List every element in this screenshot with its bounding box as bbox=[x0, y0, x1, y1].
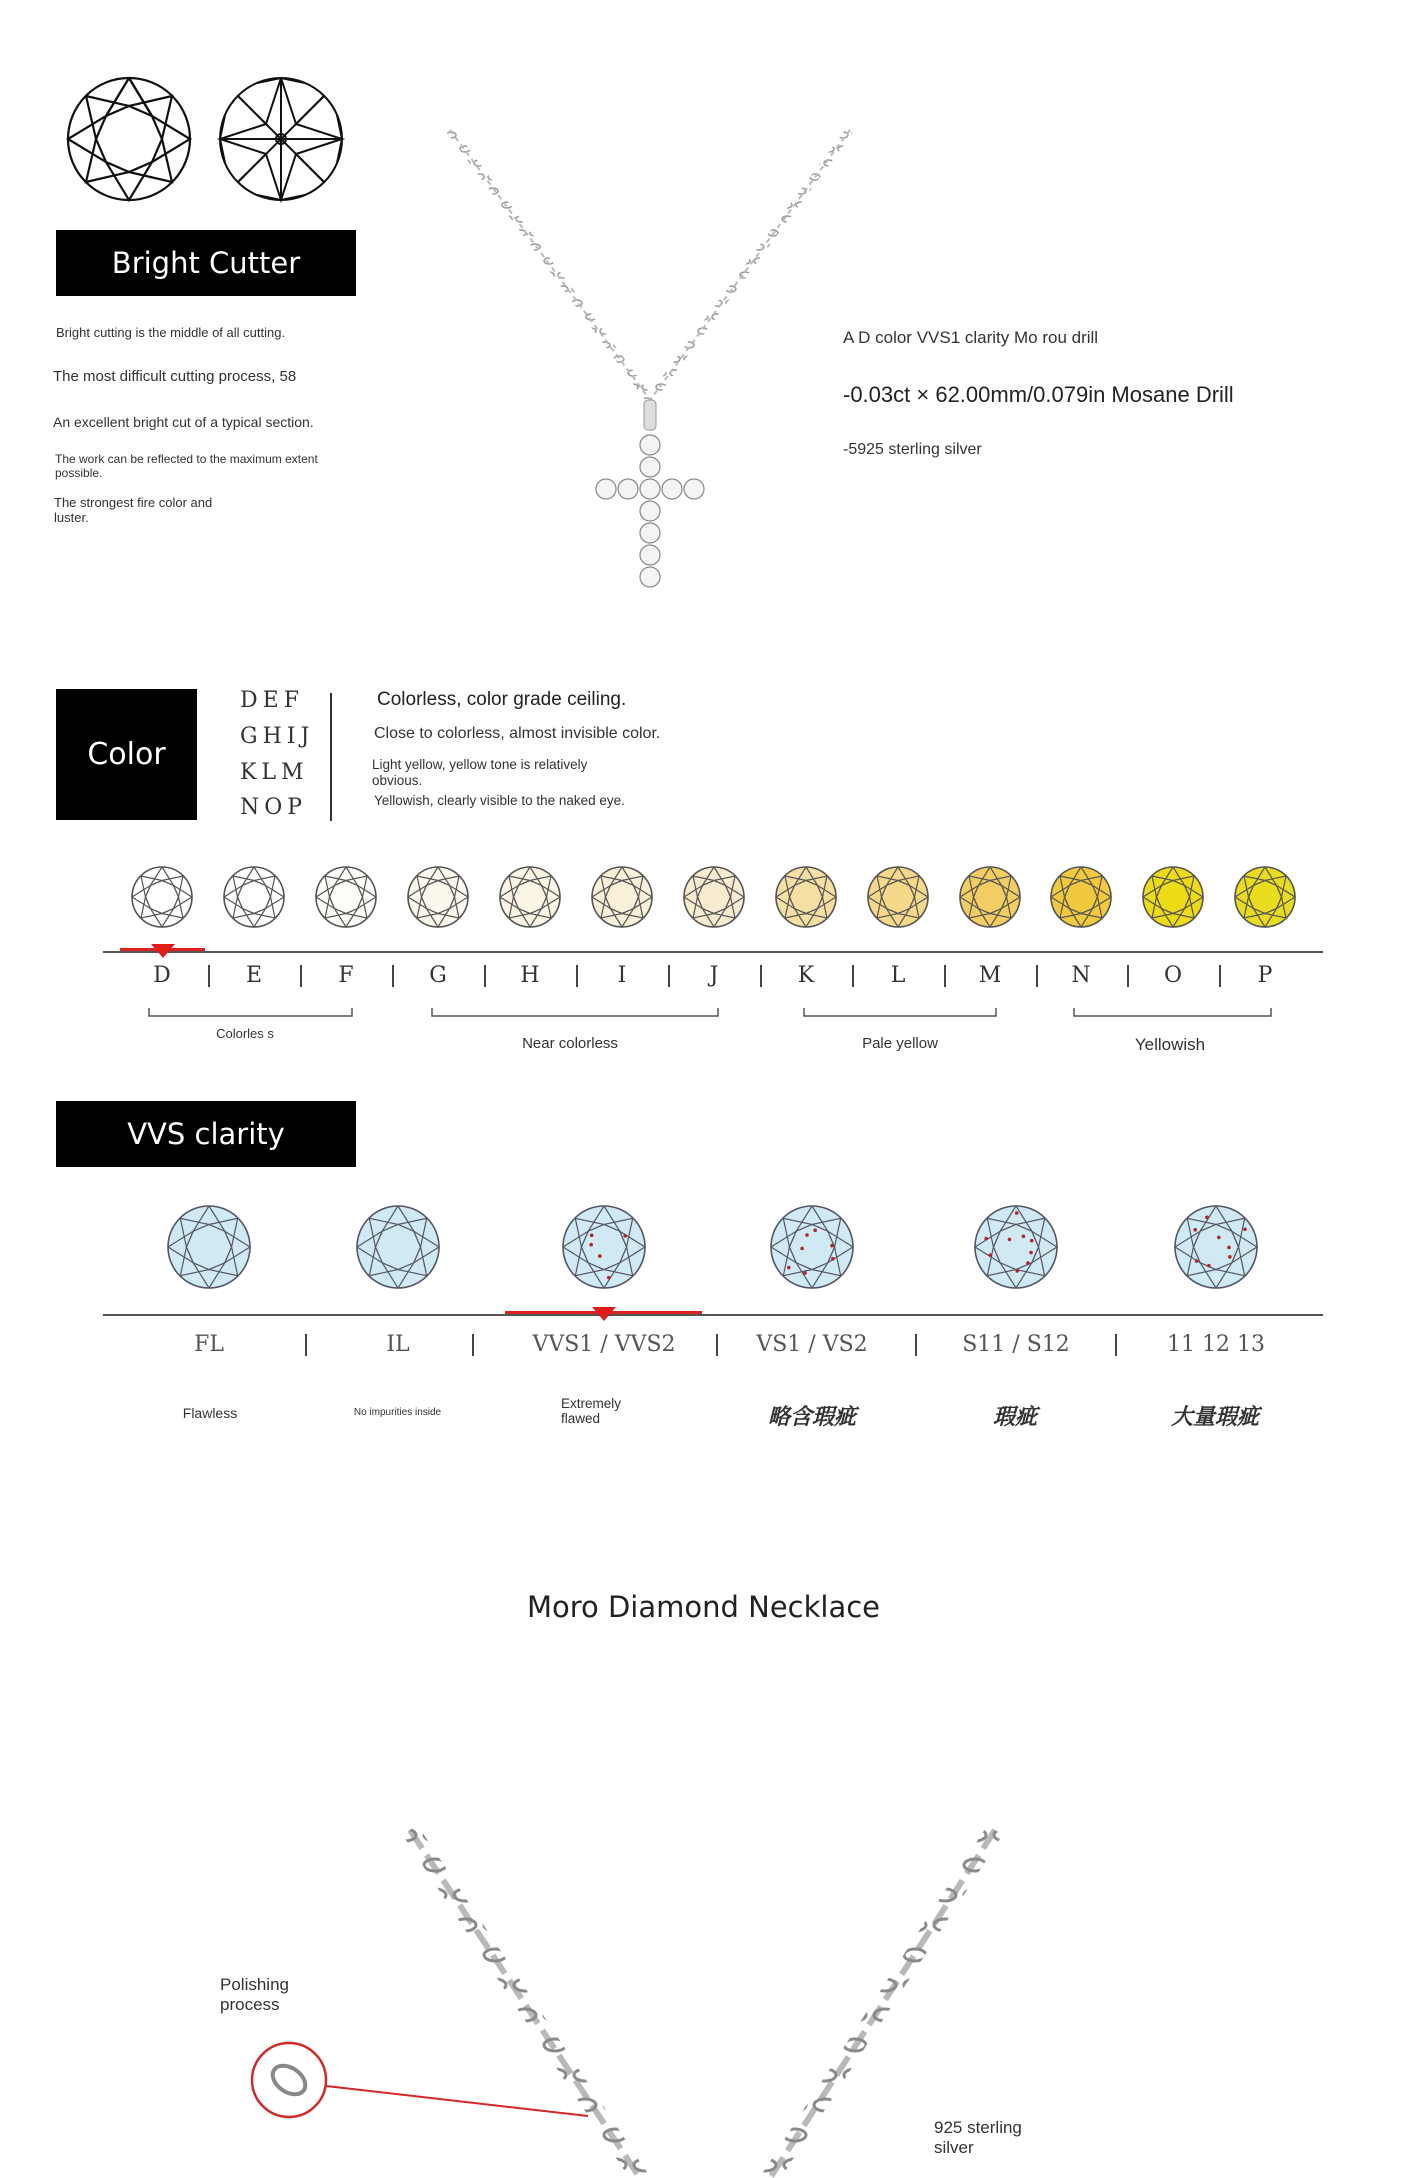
color-grade-n: N bbox=[1071, 963, 1091, 988]
group-label-pale-yellow: Pale yellow bbox=[862, 1035, 938, 1052]
color-gem-p-icon bbox=[1233, 865, 1297, 929]
clarity-desc-si: 瑕疵 bbox=[992, 1405, 1037, 1430]
clarity-desc-i: 大量瑕疵 bbox=[1170, 1405, 1259, 1430]
clarity-selected-marker-icon bbox=[589, 1305, 619, 1323]
clarity-heading: VVS clarity bbox=[56, 1101, 356, 1167]
color-grade-p: P bbox=[1257, 963, 1273, 988]
clarity-gem-2-icon bbox=[355, 1204, 441, 1290]
cross-necklace-image bbox=[430, 100, 870, 640]
clarity-desc-vvs: Extremely flawed bbox=[561, 1396, 622, 1426]
color-grade-f: F bbox=[338, 963, 354, 988]
clarity-grade-vs: VS1 / VS2 bbox=[756, 1332, 868, 1357]
group-label-colorless: Colorles s bbox=[216, 1026, 274, 1041]
color-grade-sep bbox=[300, 965, 302, 987]
cutting-line-4: The work can be reflected to the maximum extent possible. bbox=[55, 452, 318, 480]
color-divider bbox=[330, 693, 332, 821]
group-label-near-colorless: Near colorless bbox=[522, 1035, 618, 1052]
color-gem-l-icon bbox=[866, 865, 930, 929]
color-grade-sep bbox=[392, 965, 394, 987]
color-grade-l: L bbox=[890, 963, 906, 988]
color-desc-1: Colorless, color grade ceiling. bbox=[377, 689, 627, 710]
clarity-gem-3-icon bbox=[561, 1204, 647, 1290]
color-group-klm: KLM bbox=[240, 760, 309, 785]
clarity-gem-6-icon bbox=[1173, 1204, 1259, 1290]
color-group-ghij: GHIJ bbox=[240, 724, 315, 749]
color-gem-e-icon bbox=[222, 865, 286, 929]
group-label-yellowish: Yellowish bbox=[1134, 1035, 1206, 1054]
color-desc-2: Close to colorless, almost invisible color. bbox=[374, 725, 661, 742]
bright-cutter-heading: Bright Cutter bbox=[56, 230, 356, 296]
color-selected-marker-icon bbox=[148, 942, 178, 960]
clarity-grade-i: 11 12 13 bbox=[1167, 1332, 1265, 1357]
sterling-silver-label: 925 sterling silver bbox=[934, 2118, 1022, 2157]
color-grade-sep bbox=[208, 965, 210, 987]
color-grade-sep bbox=[760, 965, 762, 987]
color-gem-d-icon bbox=[130, 865, 194, 929]
color-group-nop: NOP bbox=[240, 795, 308, 820]
color-grade-e: E bbox=[245, 963, 263, 988]
color-gem-n-icon bbox=[1049, 865, 1113, 929]
color-grade-o: O bbox=[1163, 963, 1183, 988]
necklace-chain-closeup-image bbox=[0, 1820, 1407, 2178]
clarity-desc-fl: Flawless bbox=[182, 1405, 238, 1421]
color-grade-sep bbox=[1127, 965, 1129, 987]
clarity-grade-fl: FL bbox=[194, 1332, 224, 1357]
clarity-sep bbox=[915, 1334, 917, 1356]
clarity-gem-1-icon bbox=[166, 1204, 252, 1290]
color-grade-sep bbox=[484, 965, 486, 987]
color-grade-d: D bbox=[153, 963, 171, 988]
clarity-sep bbox=[1115, 1334, 1117, 1356]
cutting-line-3: An excellent bright cut of a typical section. bbox=[53, 414, 314, 430]
color-gem-i-icon bbox=[590, 865, 654, 929]
cutting-line-1: Bright cutting is the middle of all cutting. bbox=[56, 325, 286, 340]
color-gem-f-icon bbox=[314, 865, 378, 929]
clarity-scale-line bbox=[103, 1314, 1323, 1316]
color-grade-sep bbox=[1219, 965, 1221, 987]
color-group-def: DEF bbox=[240, 688, 304, 713]
clarity-sep bbox=[472, 1334, 474, 1356]
color-gem-h-icon bbox=[498, 865, 562, 929]
color-grade-m: M bbox=[978, 963, 1002, 988]
spec-line-3: -5925 sterling silver bbox=[843, 441, 982, 458]
polishing-process-label: Polishing process bbox=[220, 1975, 289, 2014]
color-grade-h: H bbox=[520, 963, 540, 988]
color-group-brackets bbox=[0, 1004, 1407, 1024]
color-grade-sep bbox=[668, 965, 670, 987]
clarity-desc-il: No impurities inside bbox=[353, 1407, 442, 1418]
clarity-sep bbox=[716, 1334, 718, 1356]
color-grade-sep bbox=[1036, 965, 1038, 987]
color-gem-j-icon bbox=[682, 865, 746, 929]
color-desc-3: Light yellow, yellow tone is relatively obvious. bbox=[372, 757, 588, 788]
color-grade-j: J bbox=[709, 963, 719, 988]
color-heading: Color bbox=[56, 689, 197, 820]
color-grade-g: G bbox=[429, 963, 447, 988]
color-scale-line bbox=[103, 951, 1323, 953]
color-gem-o-icon bbox=[1141, 865, 1205, 929]
color-grade-sep bbox=[576, 965, 578, 987]
brilliant-cut-bottom-icon bbox=[216, 74, 346, 204]
clarity-grade-vvs: VVS1 / VVS2 bbox=[532, 1332, 676, 1357]
color-grade-k: K bbox=[797, 963, 815, 988]
cutting-line-5: The strongest fire color and luster. bbox=[54, 495, 213, 525]
clarity-sep bbox=[305, 1334, 307, 1356]
color-grade-sep bbox=[944, 965, 946, 987]
color-gem-g-icon bbox=[406, 865, 470, 929]
color-grade-sep bbox=[852, 965, 854, 987]
color-gem-k-icon bbox=[774, 865, 838, 929]
clarity-gem-5-icon bbox=[973, 1204, 1059, 1290]
clarity-gem-4-icon bbox=[769, 1204, 855, 1290]
clarity-desc-vs: 略含瑕疵 bbox=[767, 1405, 856, 1430]
color-grade-i: I bbox=[617, 963, 627, 988]
color-gem-m-icon bbox=[958, 865, 1022, 929]
color-desc-4: Yellowish, clearly visible to the naked eye. bbox=[374, 793, 625, 808]
clarity-grade-il: IL bbox=[386, 1332, 410, 1357]
spec-line-2: -0.03ct × 62.00mm/0.079in Mosane Drill bbox=[843, 382, 1234, 407]
cutting-line-2: The most difficult cutting process, 58 bbox=[53, 368, 297, 385]
product-title: Moro Diamond Necklace bbox=[526, 1590, 881, 1624]
brilliant-cut-top-icon bbox=[64, 74, 194, 204]
clarity-grade-si: S11 / S12 bbox=[962, 1332, 1070, 1357]
spec-line-1: A D color VVS1 clarity Mo rou drill bbox=[843, 328, 1099, 347]
